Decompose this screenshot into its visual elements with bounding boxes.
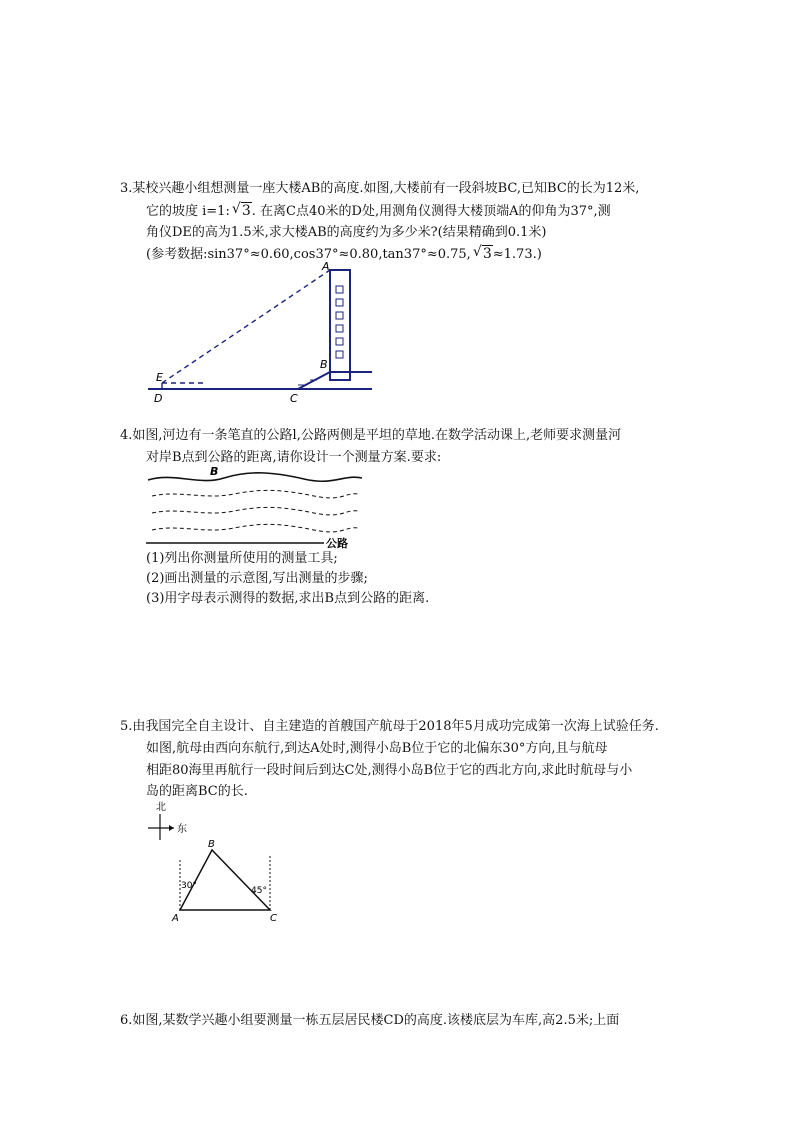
label-c: C (290, 392, 298, 405)
q3-line-1: 3.某校兴趣小组想测量一座大楼AB的高度.如图,大楼前有一段斜坡BC,已知BC的长为12米, (120, 181, 640, 196)
label-a: A (172, 913, 179, 924)
east-label: 东 (177, 824, 187, 835)
q4-figure (144, 466, 364, 551)
label-e: E (156, 371, 163, 384)
north-label: 北 (156, 802, 166, 813)
q5-figure (144, 800, 294, 925)
q3-line-2 (146, 202, 611, 221)
q5-line-3: 相距80海里再航行一段时间后到达C处,测得小岛B位于它的西北方向,求此时航母与小 (146, 763, 633, 778)
sqrt-symbol-2: √ 3 (472, 244, 492, 262)
angle-a-label: 30° (181, 881, 197, 891)
q4-line-1: 4.如图,河边有一条笔直的公路l,公路两侧是平坦的草地.在数学活动课上,老师要求测量河 (120, 428, 622, 443)
q4-line-2: 对岸B点到公路的距离,请你设计一个测量方案.要求: (146, 450, 442, 465)
label-a: A (322, 260, 330, 273)
q5-line-2: 如图,航母由西向东航行,到达A处时,测得小岛B位于它的北偏东30°方向,且与航母 (146, 741, 608, 756)
sqrt-arg: 3 (241, 203, 251, 219)
label-d: D (154, 392, 163, 405)
q5-line-4: 岛的距离BC的长. (146, 784, 248, 799)
q4-requirement-1: (1)列出你测量所使用的测量工具; (146, 551, 338, 566)
q5-line-1: 5.由我国完全自主设计、自主建造的首艘国产航母于2018年5月成功完成第一次海上试验任务. (120, 719, 659, 734)
sqrt-arg-2: 3 (482, 246, 492, 262)
sight-line (162, 270, 330, 383)
q3-line-3: 角仪DE的高为1.5米,求大楼AB的高度约为多少米?(结果精确到0.1米) (146, 225, 547, 240)
q3-figure (140, 260, 380, 405)
triangle-abc (180, 850, 270, 910)
label-c: C (270, 913, 277, 924)
q3-line-4a: (参考数据:sin37°≈0.60,cos37°≈0.80,tan37°≈0.75, (146, 247, 471, 262)
label-b: B (320, 358, 328, 371)
q4-requirement-3: (3)用字母表示测得的数据,求出B点到公路的距离. (146, 591, 430, 606)
angle-c-label: 45° (251, 886, 267, 896)
q6-line-1: 6.如图,某数学兴趣小组要测量一栋五层居民楼CD的高度.该楼底层为车库,高2.5米;上面 (120, 1013, 620, 1028)
river-bank (148, 473, 362, 481)
road-label: 公路 (326, 537, 348, 550)
sqrt-symbol: √ 3 (231, 201, 251, 219)
q4-requirement-2: (2)画出测量的示意图,写出测量的步骤; (146, 571, 368, 586)
q3-line-4b: ≈1.73.) (492, 247, 542, 262)
q3-line-2b: . 在离C点40米的D处,用测角仪测得大楼顶端A的仰角为37°,测 (251, 204, 611, 219)
label-b: B (208, 839, 215, 850)
label-b: B (210, 465, 219, 478)
q3-line-2a: 它的坡度 i=1: (146, 204, 230, 219)
